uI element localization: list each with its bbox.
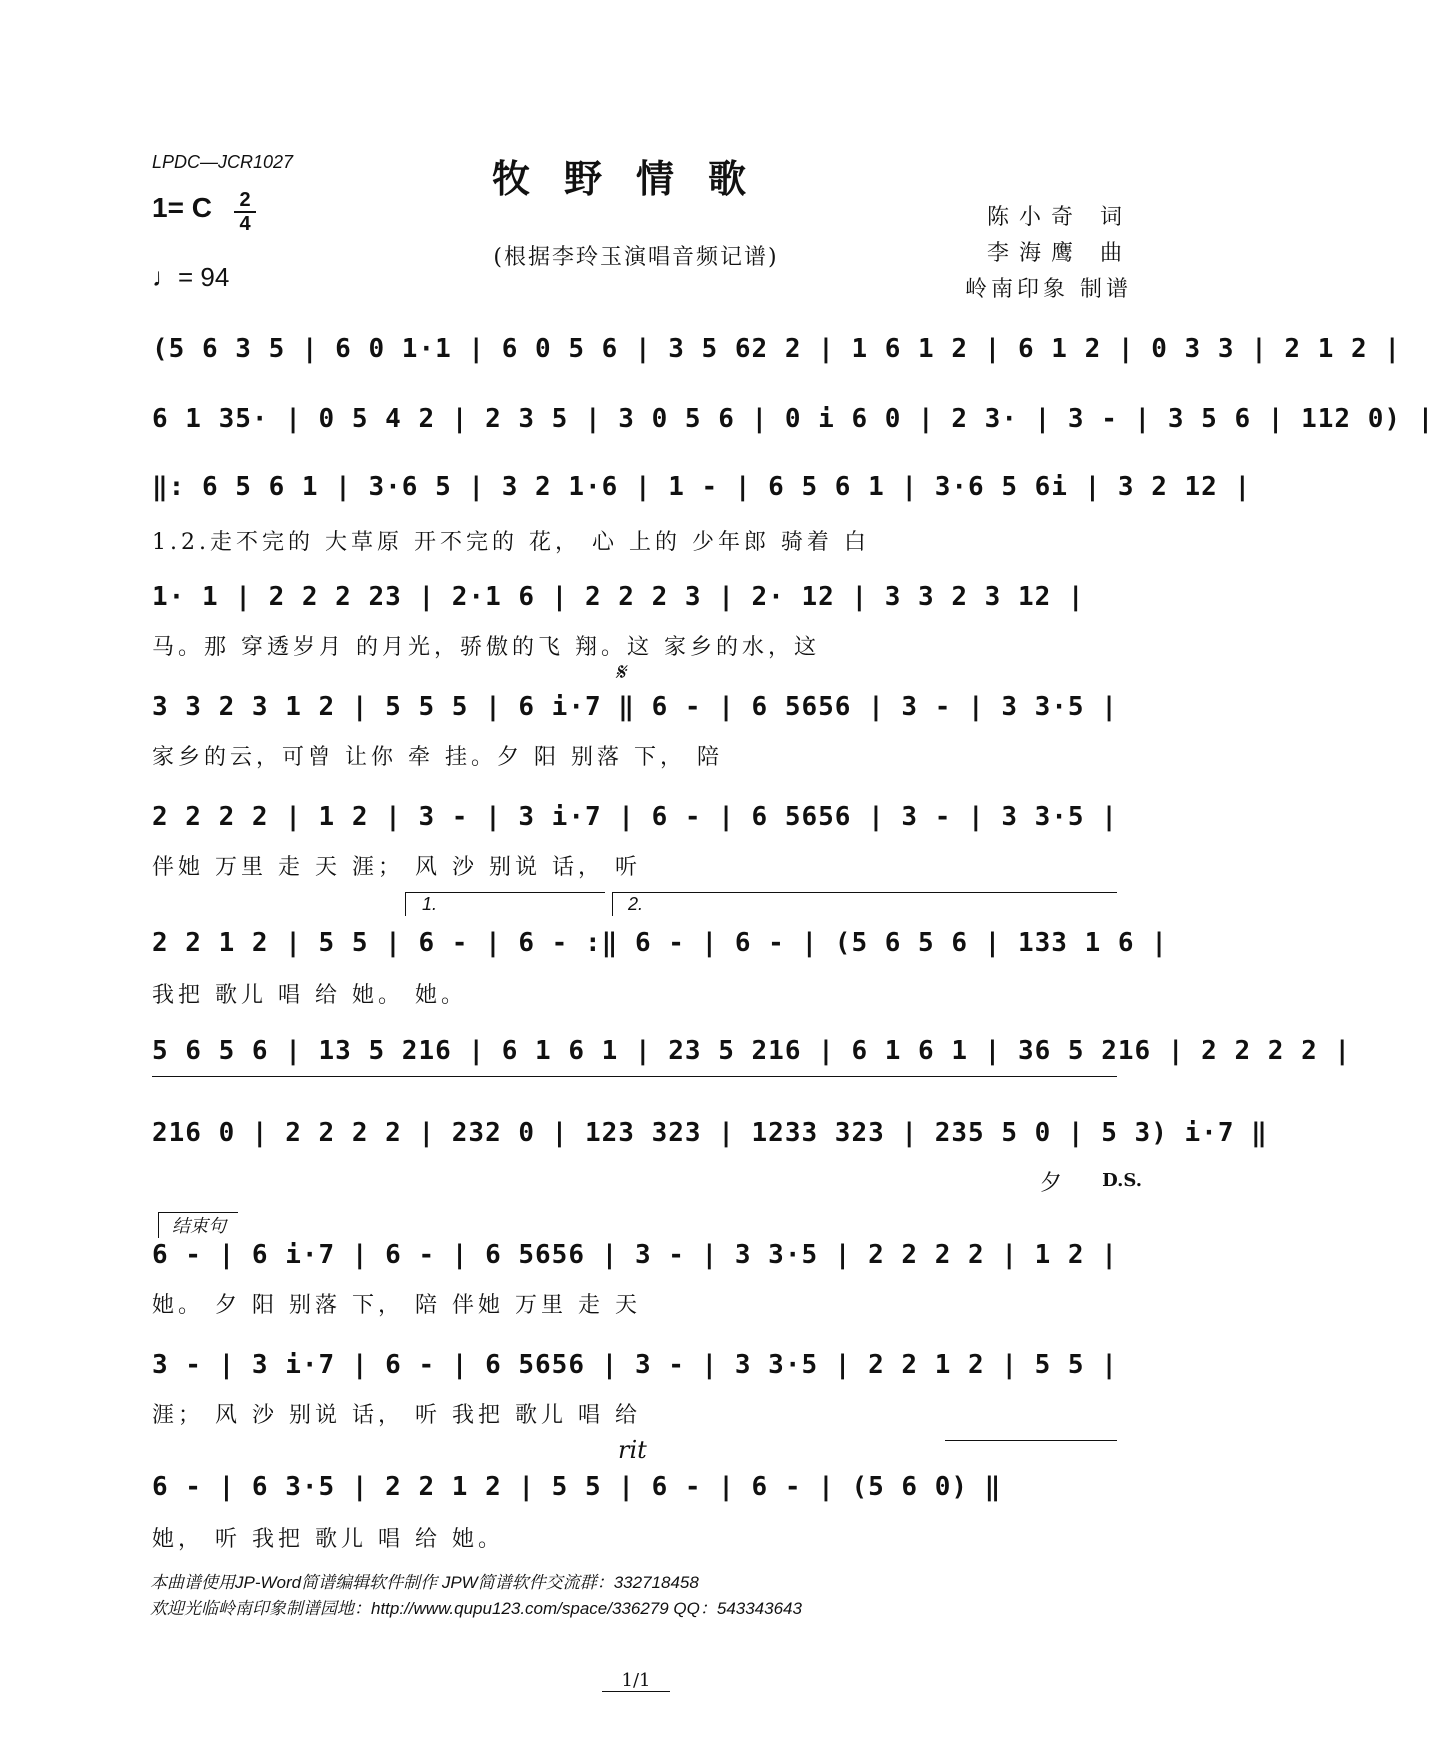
arranger-credit: 岭南印象 制谱: [965, 277, 1132, 302]
staff-2-notes: 6 1 35· | 0 5 4 2 | 2 3 5 | 3 0 5 6 | 0 i 6 0 | 2 3· | 3 - | 3 5 6 | 112 0) |: [152, 404, 1434, 434]
score-subtitle: (根据李玲玉演唱音频记谱): [493, 245, 779, 270]
staff-8-9-divider: [152, 1076, 1117, 1077]
ending-2-bracket: [612, 892, 1117, 893]
staff-12-notes: 6 - | 6 3·5 | 2 2 1 2 | 5 5 | 6 - | 6 - | (5 6 0) ‖: [152, 1472, 1002, 1502]
time-sig-top: 2: [239, 189, 251, 211]
ending-2-bracket-start: [612, 892, 613, 916]
score-code: LPDC—JCR1027: [152, 152, 294, 172]
ending-1-bracket: [405, 892, 605, 893]
coda-bracket-start: [158, 1212, 159, 1238]
staff-9-notes: 216 0 | 2 2 2 2 | 232 0 | 123 323 | 1233 323 | 235 5 0 | 5 3) i·7 ‖: [152, 1118, 1268, 1148]
staff-11-lyrics: 涯； 风 沙 别说 话， 听 我把 歌儿 唱 给: [152, 1403, 641, 1428]
ending-2-label: 2.: [628, 894, 644, 914]
page-number-text: 1/1: [602, 1670, 671, 1692]
composer-credit: 李海鹰 曲: [987, 241, 1132, 266]
staff-11-notes: 3 - | 3 i·7 | 6 - | 6 5656 | 3 - | 3 3·5 | 2 2 1 2 | 5 5 |: [152, 1350, 1118, 1380]
key-signature: 1= C: [152, 192, 212, 223]
staff-5-notes: 3 3 2 3 1 2 | 5 5 5 | 6 i·7 ‖ 6 - | 6 5656 | 3 - | 3 3·5 |: [152, 692, 1118, 722]
coda-label: 结束句: [172, 1216, 226, 1236]
time-sig-bottom: 4: [239, 213, 251, 235]
ds-syllable: 夕: [1040, 1171, 1067, 1196]
staff-4-lyrics: 马。那 穿透岁月 的月光，骄傲的飞 翔。这 家乡的水，这: [152, 635, 820, 660]
staff-7-lyrics: 我把 歌儿 唱 给 她。 她。: [152, 983, 467, 1008]
staff-7-notes: 2 2 1 2 | 5 5 | 6 - | 6 - :‖ 6 - | 6 - | (5 6 5 6 | 133 1 6 |: [152, 928, 1168, 958]
ds-mark: D.S.: [1102, 1170, 1142, 1191]
footer-line-2: 欢迎光临岭南印象制谱园地：http://www.qupu123.com/space/336279 QQ：543343643: [150, 1599, 802, 1618]
time-signature: [234, 190, 256, 234]
staff-3-notes: ‖: 6 5 6 1 | 3·6 5 | 3 2 1·6 | 1 - | 6 5 6 1 | 3·6 5 6i | 3 2 12 |: [152, 472, 1252, 502]
final-bracket: [945, 1440, 1117, 1441]
page-number: [0, 1670, 1272, 1691]
staff-6-notes: 2 2 2 2 | 1 2 | 3 - | 3 i·7 | 6 - | 6 5656 | 3 - | 3 3·5 |: [152, 802, 1118, 832]
staff-10-lyrics: 她。 夕 阳 别落 下， 陪 伴她 万里 走 天: [152, 1293, 641, 1318]
staff-3-lyrics: 1.2.走不完的 大草原 开不完的 花， 心 上的 少年郎 骑着 白: [152, 530, 870, 555]
tempo-mark: ♩= 94: [152, 262, 230, 292]
lyricist-credit: 陈小奇 词: [987, 205, 1132, 230]
staff-5-lyrics: 家乡的云，可曾 让你 牵 挂。夕 阳 别落 下， 陪: [152, 745, 723, 770]
staff-6-lyrics: 伴她 万里 走 天 涯； 风 沙 别说 话， 听: [152, 855, 641, 880]
staff-4-notes: 1· 1 | 2 2 2 23 | 2·1 6 | 2 2 2 3 | 2· 12 | 3 3 2 3 12 |: [152, 582, 1085, 612]
score-title: 牧野情歌: [491, 156, 780, 201]
staff-1-notes: (5 6 3 5 | 6 0 1·1 | 6 0 5 6 | 3 5 62 2 | 1 6 1 2 | 6 1 2 | 0 3 3 | 2 1 2 |: [152, 334, 1401, 364]
staff-12-lyrics: 她， 听 我把 歌儿 唱 给 她。: [152, 1527, 504, 1552]
staff-8-notes: 5 6 5 6 | 13 5 216 | 6 1 6 1 | 23 5 216 | 6 1 6 1 | 36 5 216 | 2 2 2 2 |: [152, 1036, 1352, 1066]
ending-1-bracket-start: [405, 892, 406, 916]
footer-line-1: 本曲谱使用JP-Word简谱编辑软件制作 JPW简谱软件交流群：332718458: [150, 1573, 699, 1592]
staff-10-notes: 6 - | 6 i·7 | 6 - | 6 5656 | 3 - | 3 3·5 | 2 2 2 2 | 1 2 |: [152, 1240, 1118, 1270]
segno-mark: 𝄋: [615, 658, 626, 686]
rit-mark: rit: [618, 1436, 647, 1464]
ending-1-label: 1.: [422, 894, 438, 914]
